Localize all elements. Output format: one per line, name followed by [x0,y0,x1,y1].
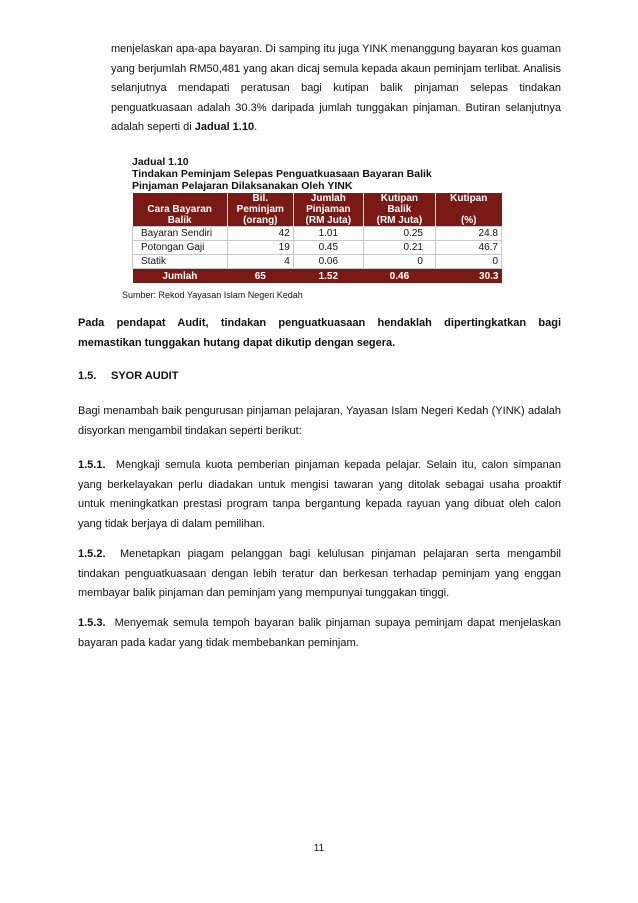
table-reference: Jadual 1.10 [194,121,255,134]
section-title: SYOR AUDIT [111,370,179,382]
table-header-row [133,193,502,227]
table-row [133,241,502,255]
item-number: 1.5.3. [78,617,106,629]
row-peminjam: 19 [227,241,293,255]
total-label: Jumlah [133,269,228,284]
intro-paragraph [111,40,561,138]
row-peratus: 0 [435,255,501,269]
row-pinjaman: 0.45 [293,241,363,255]
row-pinjaman: 1.01 [293,227,363,241]
total-kutipan: 0.46 [363,269,435,284]
item-number: 1.5.2. [78,548,106,560]
table-source: Sumber: Rekod Yayasan Islam Negeri Kedah [122,290,303,300]
row-peratus: 24.8 [435,227,501,241]
repayment-table [132,193,502,283]
table-title-line-2: Pinjaman Pelajaran Dilaksanakan Oleh YINK [132,180,353,192]
recommendation-item [78,545,561,604]
total-pinjaman: 1.52 [293,269,363,284]
row-label: Potongan Gaji [133,241,228,255]
table-number: Jadual 1.10 [132,156,189,168]
row-peminjam: 4 [227,255,293,269]
intro-text: menjelaskan apa-apa bayaran. Di samping itu juga YINK menanggung bayaran kos guaman yang berjumlah RM50,481 yang akan dicaj semula kepada akaun peminjam terlibat. Analisis selanjutnya mendapati peratusan bagi kutipan balik pinjaman selepas tindakan penguatkuasaan adalah 30.3% daripada jumlah tunggakan pinjaman. Butiran selanjutnya adalah seperti di [111,43,561,134]
row-label: Bayaran Sendiri [133,227,228,241]
row-label: Statik [133,255,228,269]
intro-end: . [254,121,258,134]
header-kutipan-peratus: Kutipan (%) [435,193,501,227]
row-peratus: 46.7 [435,241,501,255]
recommendation-item [78,614,561,653]
section-number: 1.5. [78,370,97,382]
header-bil-peminjam: Bil. Peminjam (orang) [227,193,293,227]
header-jumlah-pinjaman: Jumlah Pinjaman (RM Juta) [293,193,363,227]
section-heading [78,370,178,382]
table-row [133,255,502,269]
row-peminjam: 42 [227,227,293,241]
table-row [133,227,502,241]
table-caption [132,156,472,192]
row-pinjaman: 0.06 [293,255,363,269]
page-number: 11 [313,843,325,854]
header-cara-bayaran: Cara Bayaran Balik [133,193,228,227]
item-text: Menetapkan piagam pelanggan bagi kelulusan pinjaman pelajaran serta mengambil tindakan penguatkuasaan dengan lebih teratur dan berkesan terhadap peminjam yang enggan membayar balik pinjaman dan peminjam yang mempunyai tunggakan tinggi. [78,548,561,600]
row-kutipan: 0 [363,255,435,269]
header-kutipan-balik: Kutipan Balik (RM Juta) [363,193,435,227]
row-kutipan: 0.25 [363,227,435,241]
item-text: Mengkaji semula kuota pemberian pinjaman kepada pelajar. Selain itu, calon simpanan yang berkelayakan perlu diadakan untuk mengisi tawaran yang ditolak sebagai usaha proaktif untuk meningkatkan prestasi program tanpa bergantung kepada rayuan yang dibuat oleh calon yang tidak berjaya di dalam pemilihan. [78,459,561,530]
table-total-row [133,269,502,284]
row-kutipan: 0.21 [363,241,435,255]
section-intro: Bagi menambah baik pengurusan pinjaman pelajaran, Yayasan Islam Negeri Kedah (YINK) adalah disyorkan mengambil tindakan seperti berikut: [78,405,561,437]
item-number: 1.5.1. [78,459,106,471]
recommendation-item [78,456,561,534]
table-title-line-1: Tindakan Peminjam Selepas Penguatkuasaan Bayaran Balik [132,168,432,180]
item-text: Menyemak semula tempoh bayaran balik pinjaman supaya peminjam dapat menjelaskan bayaran pada kadar yang tidak membebankan peminjam. [78,617,561,649]
audit-opinion: Pada pendapat Audit, tindakan penguatkuasaan hendaklah dipertingkatkan bagi memastikan tunggakan hutang dapat dikutip dengan segera. [78,317,561,349]
total-peratus: 30.3 [435,269,501,284]
total-peminjam: 65 [227,269,293,284]
